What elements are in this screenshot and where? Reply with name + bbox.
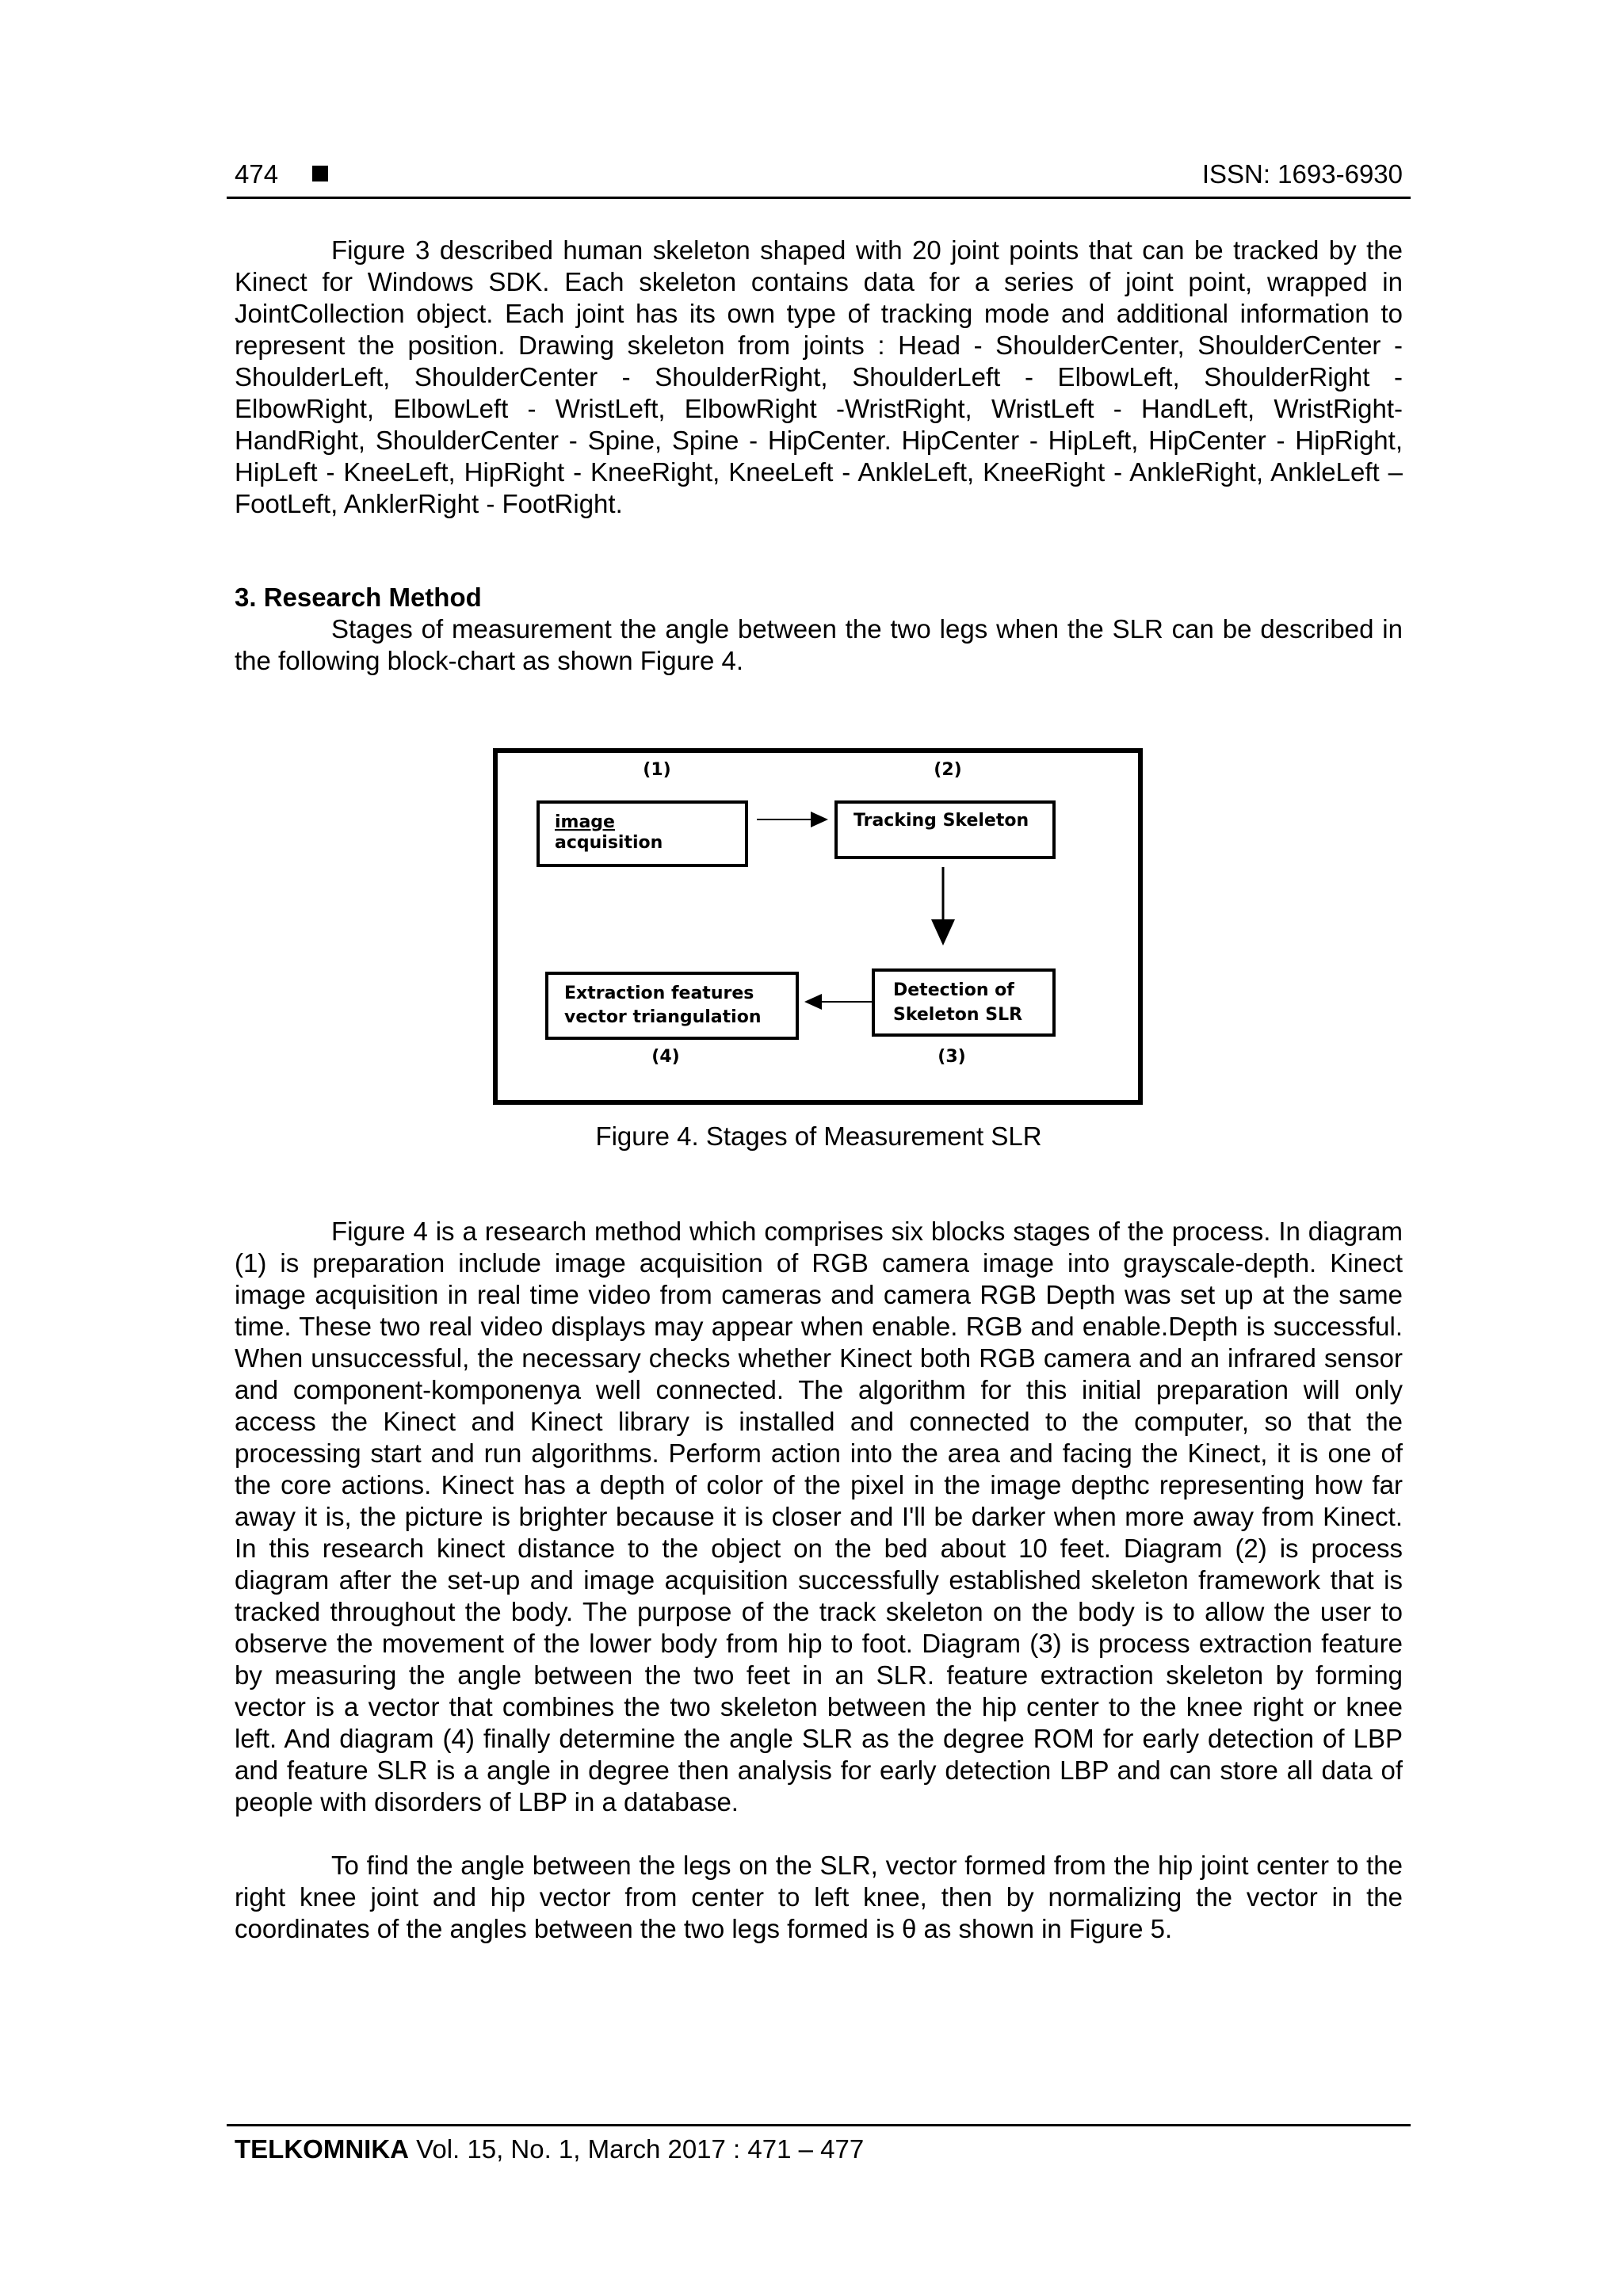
paragraph-skeleton-joints-text: Figure 3 described human skeleton shaped with 20 joint points that can be tracked by the Kinect for Windows SDK. Each skeleton contains data for a series of joint point, wrapped in JointCollection object. Each joint has its own type of tracking mode and additional information to represent the position. Drawing skeleton from joints : Head - ShoulderCenter, ShoulderCenter - ShoulderLeft, ShoulderCenter - ShoulderRight, ShoulderLeft - ElbowLeft, ShoulderRight - ElbowRight, ElbowLeft - WristLeft, ElbowRight -WristRight, WristLeft - HandLeft, WristRight-HandRight, ShoulderCenter - Spine, Spine - HipCenter. HipCenter - HipLeft, HipCenter - HipRight, HipLeft - KneeLeft, HipRight - KneeRight, KneeLeft - AnkleLeft, KneeRight - AnkleRight, AnkleLeft – FootLeft, AnklerRight - FootRight. bbox=[235, 235, 1403, 518]
block-2-line1: Tracking Skeleton bbox=[854, 811, 1029, 831]
footer-rule bbox=[227, 2124, 1411, 2126]
paragraph-research-method-text: Figure 4 is a research method which comprises six blocks stages of the process. In diagram (1) is preparation include image acquisition of RGB camera image into grayscale-depth. Kinect image acquisition in real time video from cameras and camera RGB Depth was set up at the same time. These two real video displays may appear when enable. RGB and enable.Depth is successful. When unsuccessful, the necessary checks whether Kinect both RGB camera and an infrared sensor and component-komponenya well connected. The algorithm for this initial preparation will only access the Kinect and Kinect library is installed and connected to the computer, so that the processing start and run algorithms. Perform action into the area and facing the Kinect, it is one of the core actions. Kinect has a depth of color of the pixel in the image depthc representing how far away it is, the picture is brighter because it is closer and I'll be darker when more away from Kinect. In this research kinect distance to the object on the bed about 10 feet. Diagram (2) is process diagram after the set-up and image acquisition successfully established skeleton framework that is tracked throughout the body. The purpose of the track skeleton on the body is to allow the user to observe the movement of the lower body from hip to foot. Diagram (3) is process extraction feature by measuring the angle between the two feet in an SLR. feature extraction skeleton by forming vector is a vector that combines the two skeleton between the hip center to the knee right or knee left. And diagram (4) finally determine the angle SLR as the degree ROM for early detection of LBP and feature SLR is a angle in degree then analysis for early detection LBP and can store all data of people with disorders of LBP in a database. bbox=[235, 1217, 1403, 1817]
paragraph-skeleton-joints bbox=[235, 235, 1403, 520]
block-3-line1: Detection of bbox=[893, 980, 1014, 1000]
page-number: 474 bbox=[235, 159, 279, 189]
header-rule bbox=[227, 197, 1411, 199]
page-footer bbox=[235, 2130, 864, 2168]
block-4-number: (4) bbox=[651, 1047, 680, 1067]
block-4-line2: vector triangulation bbox=[564, 1007, 762, 1027]
block-4-line1: Extraction features bbox=[564, 984, 754, 1003]
figure-4-caption: Figure 4. Stages of Measurement SLR bbox=[595, 1121, 1042, 1151]
journal-citation: Vol. 15, No. 1, March 2017 : 471 – 477 bbox=[408, 2134, 865, 2164]
section-heading: 3. Research Method bbox=[235, 583, 482, 612]
journal-name: TELKOMNIKA bbox=[235, 2134, 409, 2164]
paragraph-research-method bbox=[235, 1216, 1403, 1818]
block-3-number: (3) bbox=[938, 1047, 966, 1067]
figure-4-block-diagram bbox=[493, 748, 1143, 1105]
paragraph-stages-intro-text: Stages of measurement the angle between the two legs when the SLR can be described in the following block-chart as shown Figure 4. bbox=[235, 614, 1403, 675]
block-1-number: (1) bbox=[643, 760, 671, 780]
paragraph-angle-vector bbox=[235, 1850, 1403, 1945]
block-1-line2: acquisition bbox=[555, 833, 663, 853]
page-header bbox=[235, 155, 1403, 193]
paragraph-stages-intro bbox=[235, 613, 1403, 677]
header-square-bullet bbox=[312, 166, 328, 181]
block-1-line1: image bbox=[555, 812, 615, 832]
block-2-number: (2) bbox=[934, 760, 962, 780]
paragraph-angle-vector-text: To find the angle between the legs on the SLR, vector formed from the hip joint center to the right knee joint and hip vector from center to left knee, then by normalizing the vector in the coordinates of the angles between the two legs formed is θ as shown in Figure 5. bbox=[235, 1851, 1403, 1943]
block-3-line2: Skeleton SLR bbox=[893, 1005, 1023, 1025]
issn-label: ISSN: 1693-6930 bbox=[1201, 159, 1403, 189]
